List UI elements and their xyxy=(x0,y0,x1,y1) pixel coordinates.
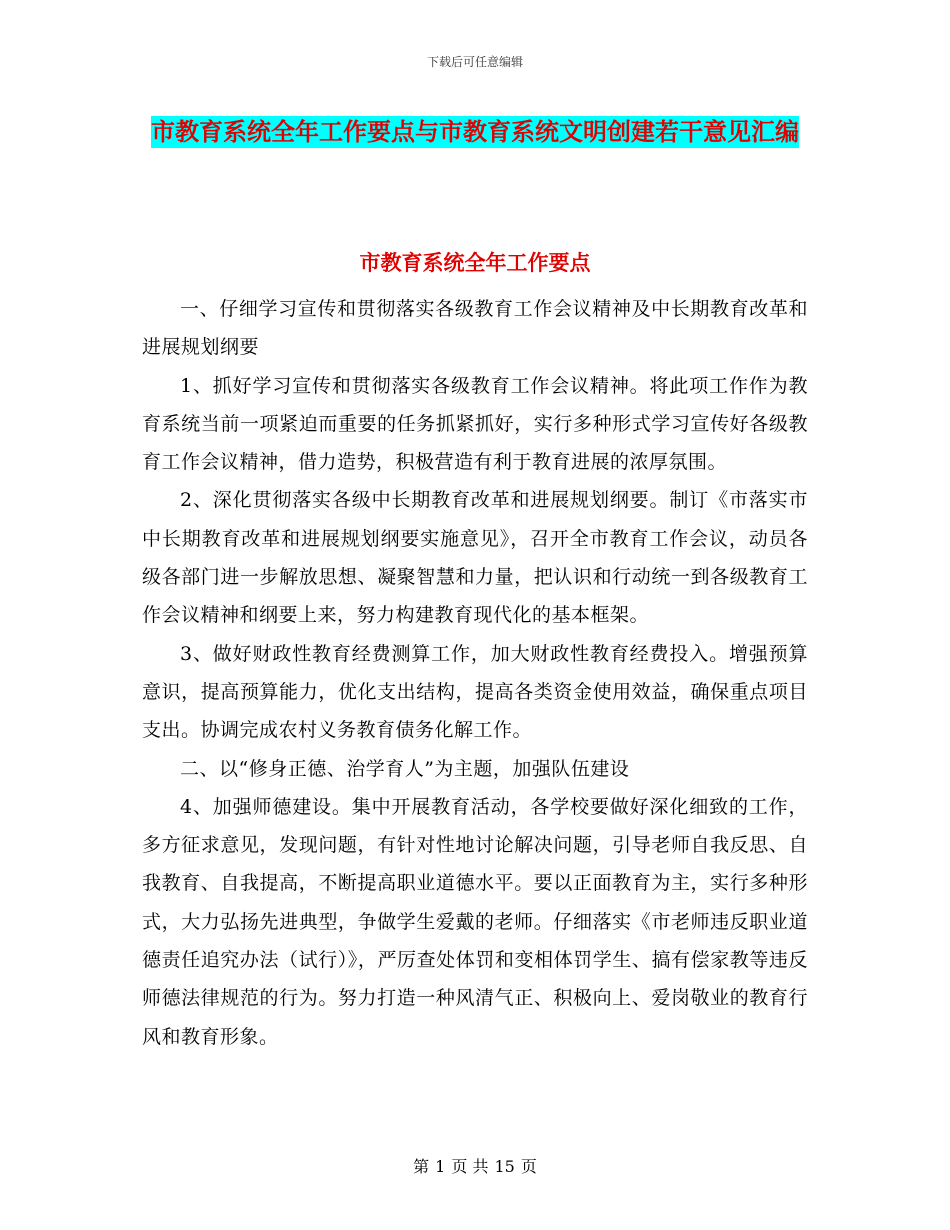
document-title-text: 市教育系统全年工作要点与市教育系统文明创建若干意见汇编 xyxy=(151,118,799,146)
page-total: 15 xyxy=(494,1157,515,1176)
page-footer-suffix: 页 xyxy=(520,1157,537,1176)
header-note: 下载后可任意编辑 xyxy=(426,55,523,69)
page-footer-mid: 页 共 xyxy=(451,1157,489,1176)
page-footer xyxy=(0,1154,950,1177)
document-body xyxy=(142,290,808,1056)
section-title: 市教育系统全年工作要点 xyxy=(359,251,591,275)
paragraph: 2、深化贯彻落实各级中长期教育改革和进展规划纲要。制订《市落实市中长期教育改革和进展规划纲要实施意见》，召开全市教育工作会议，动员各级各部门进一步解放思想、凝聚智慧和力量，把认识和行动统一到各级教育工作会议精神和纲要上来，努力构建教育现代化的基本框架。 xyxy=(142,489,808,627)
document-title xyxy=(142,110,808,154)
page-footer-prefix: 第 xyxy=(413,1157,430,1176)
paragraph: 4、加强师德建设。集中开展教育活动，各学校要做好深化细致的工作，多方征求意见，发现问题，有针对性地讨论解决问题，引导老师自我反思、自我教育、自我提高，不断提高职业道德水平。要以正面教育为主，实行多种形式，大力弘扬先进典型，争做学生爱戴的老师。仔细落实《市老师违反职业道德责任追究办法（试行）》，严厉查处体罚和变相体罚学生、搞有偿家教等违反师德法律规范的行为。努力打造一种风清气正、积极向上、爱岗敬业的教育行风和教育形象。 xyxy=(142,795,808,1048)
paragraph: 一、仔细学习宣传和贯彻落实各级教育工作会议精神及中长期教育改革和进展规划纲要 xyxy=(142,298,808,359)
paragraph: 1、抓好学习宣传和贯彻落实各级教育工作会议精神。将此项工作作为教育系统当前一项紧迫而重要的任务抓紧抓好，实行多种形式学习宣传好各级教育工作会议精神，借力造势，积极营造有利于教育进展的浓厚氛围。 xyxy=(142,374,808,474)
paragraph: 3、做好财政性教育经费测算工作，加大财政性教育经费投入。增强预算意识，提高预算能力，优化支出结构，提高各类资金使用效益，确保重点项目支出。协调完成农村义务教育债务化解工作。 xyxy=(142,642,808,742)
page-number: 1 xyxy=(435,1157,446,1176)
paragraph: 二、以“修身正德、治学育人”为主题，加强队伍建设 xyxy=(180,757,630,780)
